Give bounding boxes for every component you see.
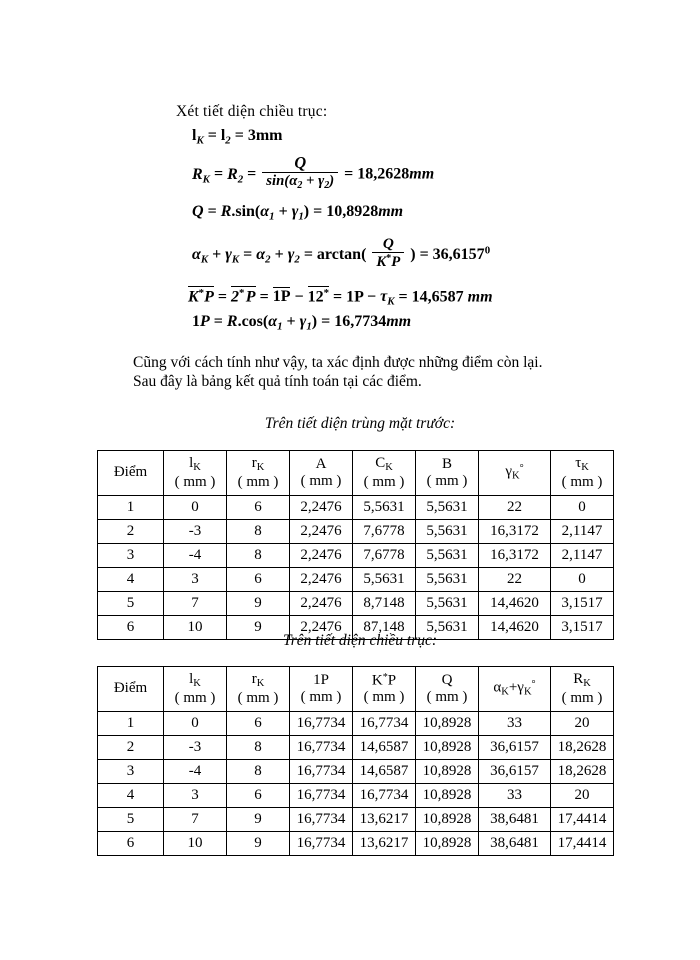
cell: 16,7734	[290, 832, 353, 856]
cell: 5,5631	[416, 544, 479, 568]
cell: 22	[479, 496, 551, 520]
cell: 14,6587	[353, 760, 416, 784]
cell: 1	[98, 496, 164, 520]
cell: 13,6217	[353, 832, 416, 856]
cell: 5,5631	[416, 592, 479, 616]
column-header-diem: Điểm	[98, 667, 164, 712]
cell: 2,1147	[551, 544, 614, 568]
cell: 38,6481	[479, 832, 551, 856]
cell: 0	[164, 712, 227, 736]
table-row	[98, 736, 614, 760]
cell: 3,1517	[551, 616, 614, 640]
cell: 2,2476	[290, 496, 353, 520]
cell: 10,8928	[416, 832, 479, 856]
cell: 18,2628	[551, 736, 614, 760]
cell: 18,2628	[551, 760, 614, 784]
cell: 10,8928	[416, 736, 479, 760]
cell: 10	[164, 616, 227, 640]
column-header-gamma-k: γK°	[479, 451, 551, 496]
cell: 5,5631	[353, 568, 416, 592]
cell: 8	[227, 544, 290, 568]
cell: 20	[551, 784, 614, 808]
cell: 5,5631	[416, 616, 479, 640]
equation-q: $Q = R.\sin(\alpha_1 + \gamma_1) = 10,8928mm$	[192, 203, 404, 223]
cell: 8,7148	[353, 592, 416, 616]
column-header-rk: rK ( mm )	[227, 667, 290, 712]
cell: 16,7734	[290, 712, 353, 736]
column-header-alpha-plus-gamma-k: αK+γK°	[479, 667, 551, 712]
cell: 0	[551, 496, 614, 520]
cell: 17,4414	[551, 832, 614, 856]
table-row	[98, 808, 614, 832]
equation-angle-sum: $\alpha_K + \gamma_K = \alpha_2 + \gamma_2 = \arctan$( $\frac{Q}{K^*P}$ ) = $36,6157^0$	[192, 235, 491, 271]
cell: 0	[164, 496, 227, 520]
cell: 9	[227, 592, 290, 616]
cell: 4	[98, 568, 164, 592]
cell: 3	[98, 760, 164, 784]
paragraph-line-1: Cũng với cách tính như vậy, ta xác định được những điểm còn lại.	[133, 354, 543, 371]
column-header-lk: lK ( mm )	[164, 667, 227, 712]
cell: 8	[227, 760, 290, 784]
column-header-kp: K*P ( mm )	[353, 667, 416, 712]
table-header-row	[98, 451, 614, 496]
results-table-axial-section	[97, 666, 614, 856]
cell: 16,7734	[290, 808, 353, 832]
column-header-diem: Điểm	[98, 451, 164, 496]
cell: 17,4414	[551, 808, 614, 832]
cell: 2	[98, 520, 164, 544]
cell: 20	[551, 712, 614, 736]
cell: 10,8928	[416, 808, 479, 832]
cell: 2,2476	[290, 592, 353, 616]
cell: 7	[164, 808, 227, 832]
table-header-row	[98, 667, 614, 712]
cell: 36,6157	[479, 760, 551, 784]
cell: 2,2476	[290, 520, 353, 544]
column-header-tau-k: τK ( mm )	[551, 451, 614, 496]
equation-rk: $R_K = R_2$ = $\frac{Q}{\sin(\alpha_2 + \gamma_2)}$ = 18,2628mm	[192, 153, 435, 192]
cell: -4	[164, 544, 227, 568]
cell: 3	[164, 568, 227, 592]
intro-line: Xét tiết diện chiều trục:	[176, 103, 328, 120]
cell: 2,1147	[551, 520, 614, 544]
cell: 5	[98, 808, 164, 832]
cell: 4	[98, 784, 164, 808]
column-header-lk: lK ( mm )	[164, 451, 227, 496]
table-row	[98, 544, 614, 568]
cell: 8	[227, 520, 290, 544]
table-row	[98, 784, 614, 808]
cell: 6	[227, 496, 290, 520]
cell: 9	[227, 808, 290, 832]
cell: 38,6481	[479, 808, 551, 832]
table-row	[98, 712, 614, 736]
cell: 87,148	[353, 616, 416, 640]
cell: -4	[164, 760, 227, 784]
cell: 9	[227, 616, 290, 640]
table-row	[98, 520, 614, 544]
table-row	[98, 568, 614, 592]
column-header-1p: 1P ( mm )	[290, 667, 353, 712]
cell: 3,1517	[551, 592, 614, 616]
table-row	[98, 832, 614, 856]
cell: 3	[164, 784, 227, 808]
paragraph-line-2: Sau đây là bảng kết quả tính toán tại các điểm.	[133, 373, 422, 390]
cell: 5,5631	[416, 496, 479, 520]
cell: 16,3172	[479, 544, 551, 568]
column-header-q: Q ( mm )	[416, 667, 479, 712]
cell: 16,7734	[290, 736, 353, 760]
cell: 14,6587	[353, 736, 416, 760]
column-header-a: A ( mm )	[290, 451, 353, 496]
cell: 16,7734	[353, 784, 416, 808]
cell: 6	[227, 568, 290, 592]
table-2-caption: Trên tiết diện chiều trục:	[282, 632, 438, 649]
cell: 5,5631	[353, 496, 416, 520]
cell: 13,6217	[353, 808, 416, 832]
cell: 10,8928	[416, 760, 479, 784]
column-header-rk: rK ( mm )	[227, 451, 290, 496]
table-row	[98, 496, 614, 520]
cell: 16,7734	[353, 712, 416, 736]
cell: 22	[479, 568, 551, 592]
cell: 2,2476	[290, 616, 353, 640]
column-header-ck: CK ( mm )	[353, 451, 416, 496]
equation-1p: $1P = R.\cos(\alpha_1 + \gamma_1) = 16,7734mm$	[192, 313, 412, 333]
body-paragraph	[133, 353, 603, 391]
table-row	[98, 760, 614, 784]
results-table-front-section	[97, 450, 614, 640]
cell: 10,8928	[416, 784, 479, 808]
cell: 9	[227, 832, 290, 856]
cell: 14,4620	[479, 616, 551, 640]
cell: 1	[98, 712, 164, 736]
cell: 7,6778	[353, 544, 416, 568]
cell: 6	[98, 832, 164, 856]
cell: -3	[164, 736, 227, 760]
cell: 16,3172	[479, 520, 551, 544]
cell: 16,7734	[290, 784, 353, 808]
cell: 10,8928	[416, 712, 479, 736]
cell: 33	[479, 712, 551, 736]
cell: 7,6778	[353, 520, 416, 544]
table-1-caption: Trên tiết diện trùng mặt trước:	[264, 415, 456, 432]
equation-lk: $l_K = l_2 = 3mm$	[192, 127, 283, 147]
cell: 3	[98, 544, 164, 568]
cell: 14,4620	[479, 592, 551, 616]
cell: 36,6157	[479, 736, 551, 760]
cell: 2,2476	[290, 568, 353, 592]
table-row	[98, 592, 614, 616]
column-header-b: B ( mm )	[416, 451, 479, 496]
cell: 5,5631	[416, 520, 479, 544]
cell: -3	[164, 520, 227, 544]
cell: 2	[98, 736, 164, 760]
equation-kp: K*P = 2* $P = 1P - 12^* = 1P - \tau_K = 14,6587$ mm	[188, 287, 493, 308]
cell: 0	[551, 568, 614, 592]
column-header-rk-value: RK ( mm )	[551, 667, 614, 712]
cell: 5	[98, 592, 164, 616]
cell: 6	[227, 784, 290, 808]
cell: 8	[227, 736, 290, 760]
cell: 5,5631	[416, 568, 479, 592]
cell: 16,7734	[290, 760, 353, 784]
cell: 7	[164, 592, 227, 616]
cell: 10	[164, 832, 227, 856]
cell: 2,2476	[290, 544, 353, 568]
cell: 6	[227, 712, 290, 736]
cell: 6	[98, 616, 164, 640]
cell: 33	[479, 784, 551, 808]
